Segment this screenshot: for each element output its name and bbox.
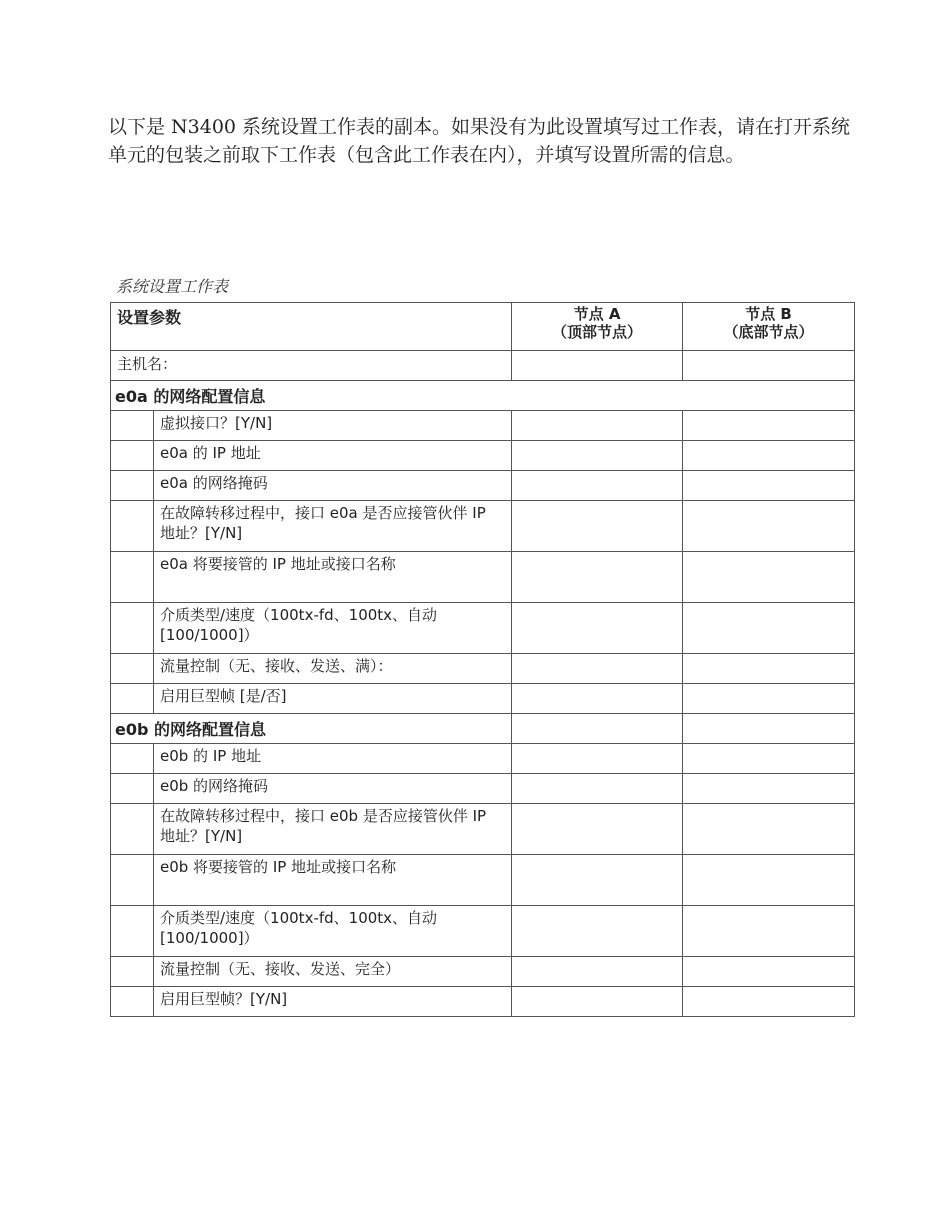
header-param: 设置参数: [111, 303, 512, 351]
node-b-cell[interactable]: [683, 411, 855, 441]
node-a-cell[interactable]: [512, 684, 683, 714]
node-b-cell[interactable]: [683, 744, 855, 774]
param-label: 介质类型/速度（100tx-fd、100tx、自动 [100/1000]）: [154, 603, 512, 654]
node-a-cell[interactable]: [512, 552, 683, 603]
node-a-cell[interactable]: [512, 411, 683, 441]
param-label: 流量控制（无、接收、发送、完全）: [154, 957, 512, 987]
table-row: [111, 774, 855, 804]
table-row: [111, 804, 855, 855]
index-cell: [111, 501, 154, 552]
table-row: [111, 441, 855, 471]
param-label: 虚拟接口？[Y/N]: [154, 411, 512, 441]
index-cell: [111, 411, 154, 441]
node-a-cell[interactable]: [512, 471, 683, 501]
index-cell: [111, 774, 154, 804]
table-row: [111, 552, 855, 603]
node-a-cell[interactable]: [512, 501, 683, 552]
index-cell: [111, 684, 154, 714]
table-row: [111, 501, 855, 552]
node-b-subtitle: （底部节点）: [723, 323, 814, 341]
table-row: [111, 987, 855, 1017]
node-b-cell[interactable]: [683, 684, 855, 714]
table-row: [111, 471, 855, 501]
node-b-cell[interactable]: [683, 906, 855, 957]
setup-worksheet-table: [110, 302, 855, 1017]
node-b-cell[interactable]: [683, 987, 855, 1017]
index-cell: [111, 441, 154, 471]
index-cell: [111, 855, 154, 906]
section-e0b-title: e0b 的网络配置信息: [111, 714, 512, 744]
section-e0a-title: e0a 的网络配置信息: [111, 381, 855, 411]
param-label: 启用巨型帧？[Y/N]: [154, 987, 512, 1017]
node-b-cell[interactable]: [683, 441, 855, 471]
host-node-a-cell[interactable]: [512, 351, 683, 381]
intro-paragraph: 以下是 N3400 系统设置工作表的副本。如果没有为此设置填写过工作表，请在打开系统单元的包装之前取下工作表（包含此工作表在内），并填写设置所需的信息。: [108, 116, 851, 166]
index-cell: [111, 654, 154, 684]
node-a-cell[interactable]: [512, 744, 683, 774]
node-a-cell[interactable]: [512, 804, 683, 855]
param-label: e0b 的 IP 地址: [154, 744, 512, 774]
node-b-cell[interactable]: [683, 552, 855, 603]
index-cell: [111, 603, 154, 654]
node-a-title: 节点 A: [573, 305, 621, 323]
param-label: 在故障转移过程中，接口 e0b 是否应接管伙伴 IP 地址？[Y/N]: [154, 804, 512, 855]
node-a-cell[interactable]: [512, 654, 683, 684]
index-cell: [111, 987, 154, 1017]
node-a-cell[interactable]: [512, 603, 683, 654]
node-a-cell[interactable]: [512, 906, 683, 957]
table-row: [111, 957, 855, 987]
header-row: [111, 303, 855, 351]
node-a-cell[interactable]: [512, 441, 683, 471]
node-b-cell[interactable]: [683, 957, 855, 987]
node-b-cell[interactable]: [683, 654, 855, 684]
node-a-cell[interactable]: [512, 957, 683, 987]
index-cell: [111, 744, 154, 774]
header-node-b: [683, 303, 855, 351]
node-a-cell[interactable]: [512, 855, 683, 906]
host-node-b-cell[interactable]: [683, 351, 855, 381]
param-label: e0b 将要接管的 IP 地址或接口名称: [154, 855, 512, 906]
index-cell: [111, 471, 154, 501]
host-row: [111, 351, 855, 381]
index-cell: [111, 804, 154, 855]
index-cell: [111, 957, 154, 987]
table-row: [111, 654, 855, 684]
param-label: 介质类型/速度（100tx-fd、100tx、自动 [100/1000]）: [154, 906, 512, 957]
node-b-cell[interactable]: [683, 501, 855, 552]
section-e0a-row: [111, 381, 855, 411]
node-a-cell[interactable]: [512, 774, 683, 804]
header-node-a: [512, 303, 683, 351]
param-label: 在故障转移过程中，接口 e0a 是否应接管伙伴 IP 地址？[Y/N]: [154, 501, 512, 552]
node-b-cell[interactable]: [683, 471, 855, 501]
param-label: e0a 的 IP 地址: [154, 441, 512, 471]
node-a-cell[interactable]: [512, 987, 683, 1017]
param-label: 启用巨型帧 [是/否]: [154, 684, 512, 714]
node-b-cell: [683, 714, 855, 744]
node-a-cell: [512, 714, 683, 744]
param-label: e0a 的网络掩码: [154, 471, 512, 501]
param-label: 流量控制（无、接收、发送、满）：: [154, 654, 512, 684]
param-label: e0b 的网络掩码: [154, 774, 512, 804]
table-row: [111, 855, 855, 906]
host-label: 主机名：: [111, 351, 512, 381]
table-row: [111, 744, 855, 774]
node-b-cell[interactable]: [683, 804, 855, 855]
worksheet-caption: 系统设置工作表: [116, 277, 229, 296]
node-b-title: 节点 B: [745, 305, 792, 323]
node-b-cell[interactable]: [683, 774, 855, 804]
table-row: [111, 411, 855, 441]
table-row: [111, 684, 855, 714]
node-b-cell[interactable]: [683, 603, 855, 654]
param-label: e0a 将要接管的 IP 地址或接口名称: [154, 552, 512, 603]
index-cell: [111, 552, 154, 603]
section-e0b-row: [111, 714, 855, 744]
node-a-subtitle: （顶部节点）: [552, 323, 643, 341]
table-row: [111, 603, 855, 654]
index-cell: [111, 906, 154, 957]
node-b-cell[interactable]: [683, 855, 855, 906]
table-row: [111, 906, 855, 957]
